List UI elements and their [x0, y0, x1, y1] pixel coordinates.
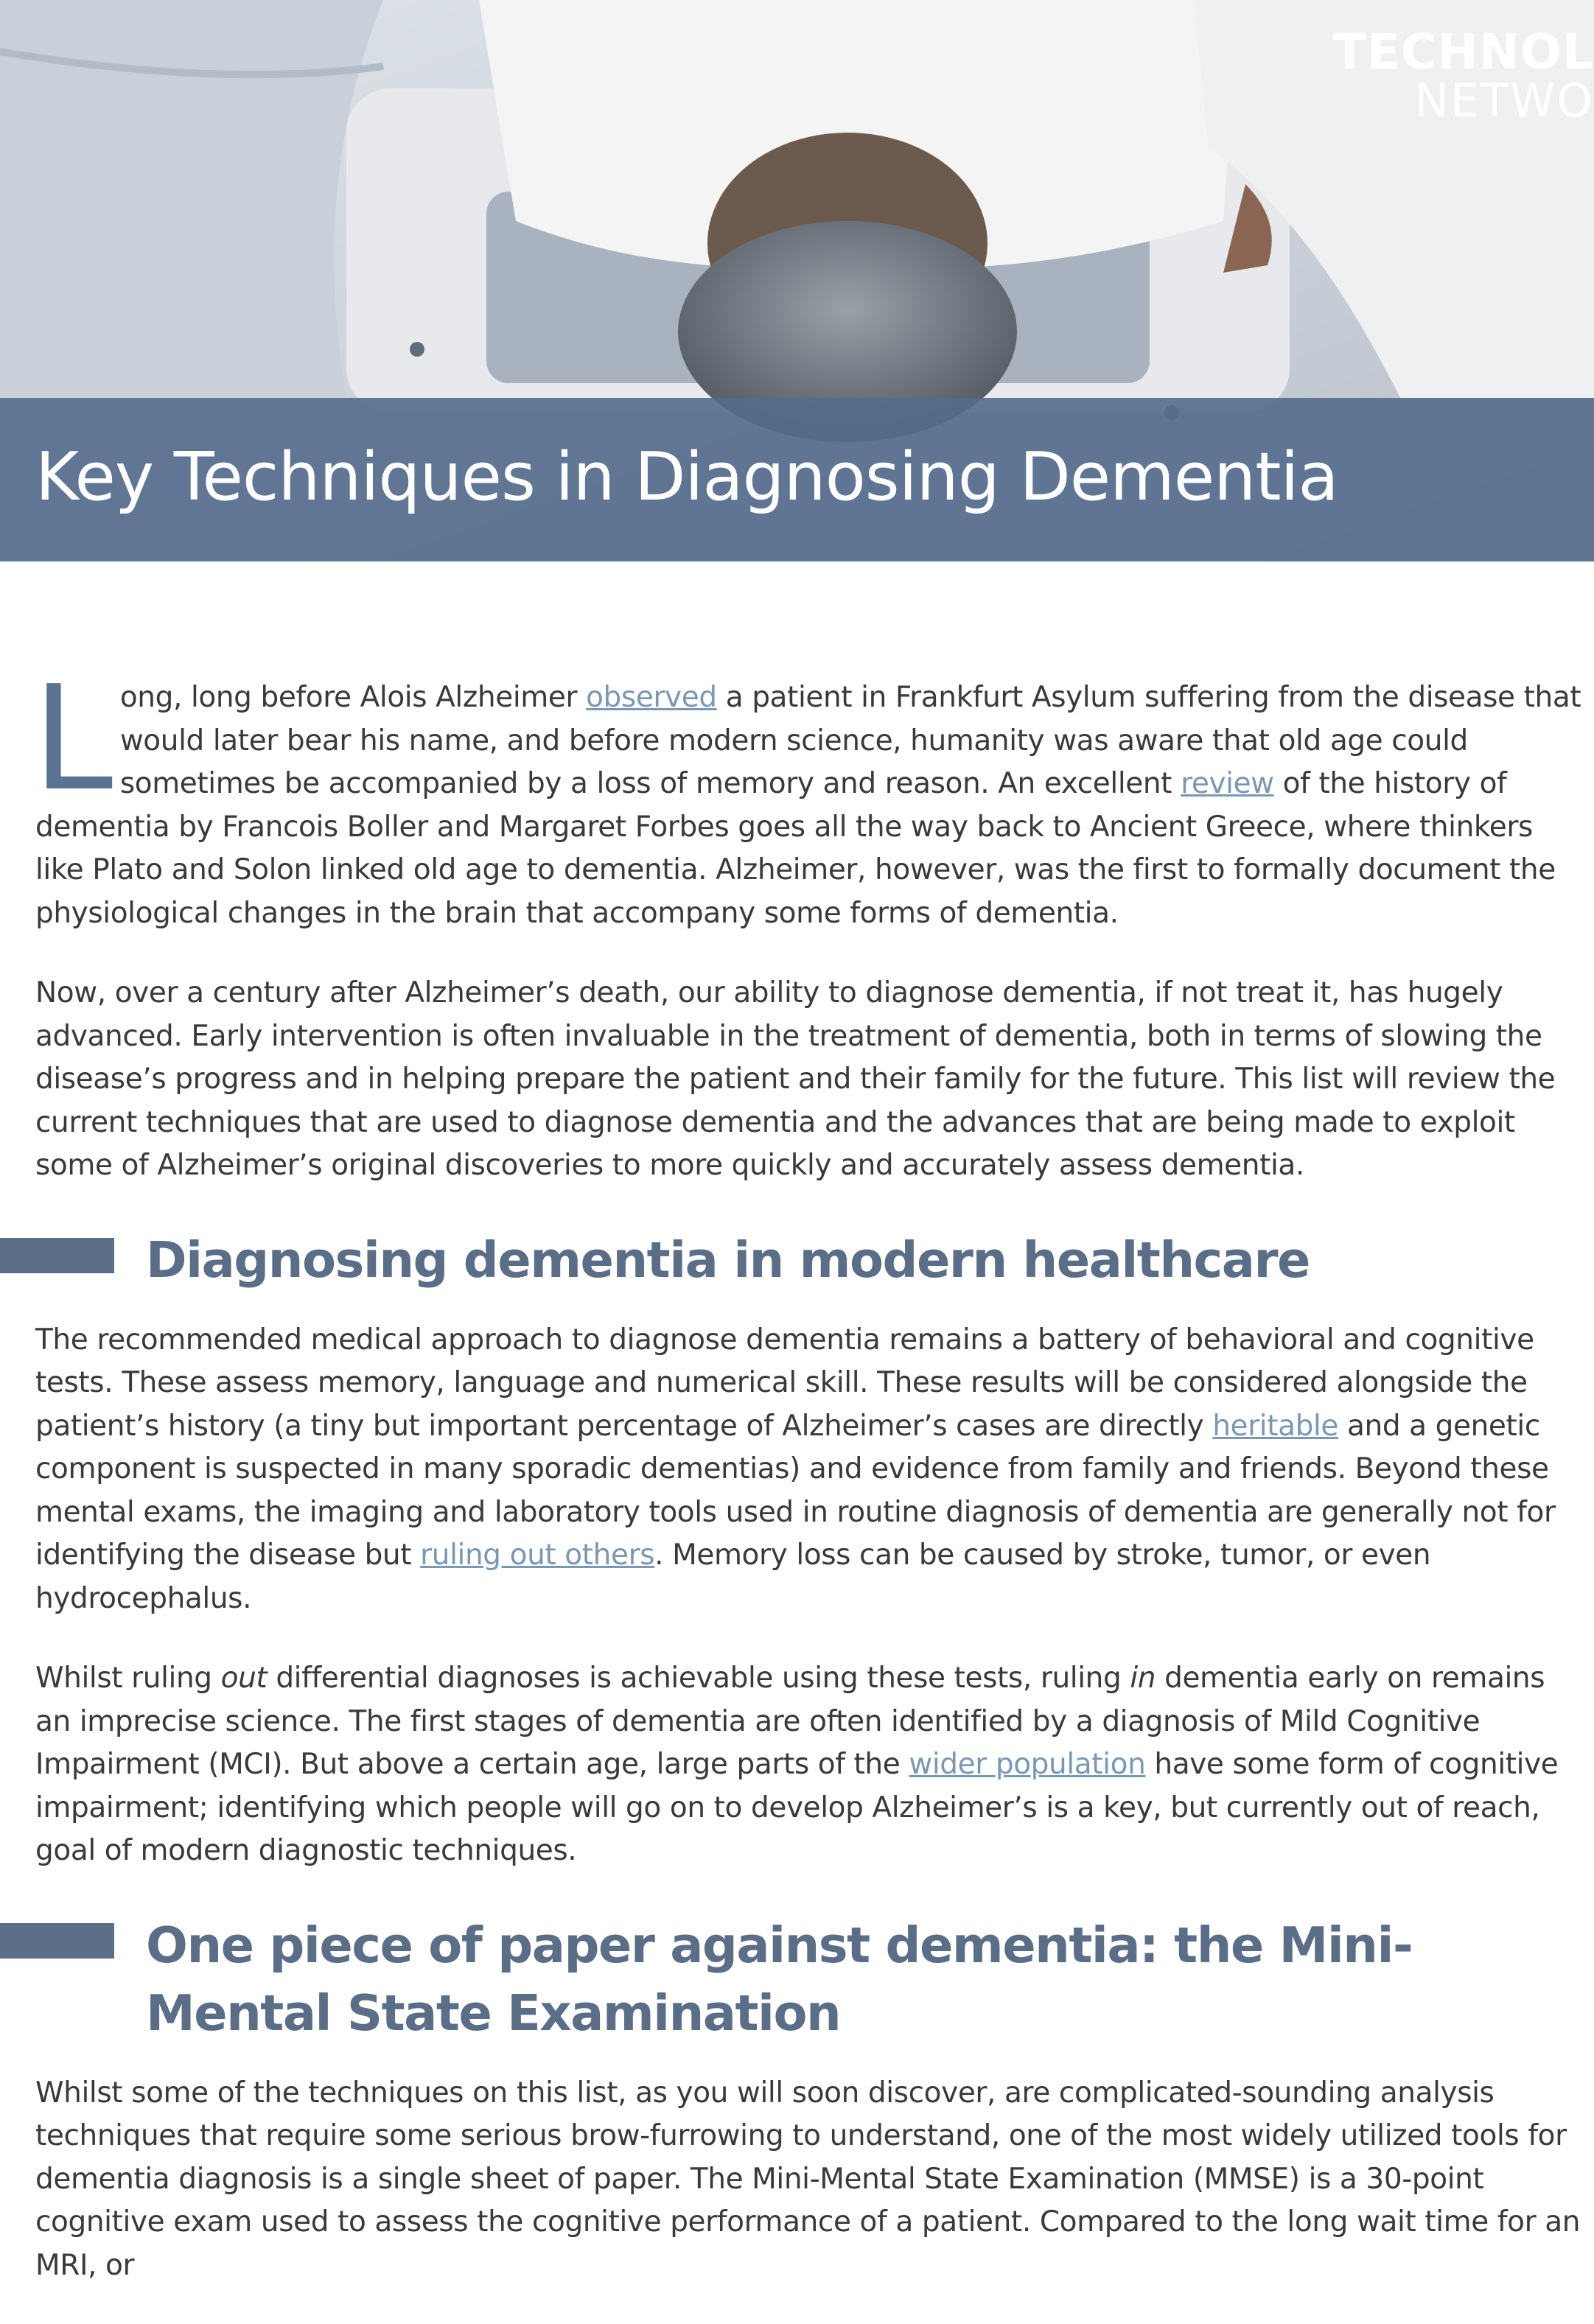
section-heading-modern-healthcare: [35, 1226, 1586, 1294]
wider-population-link[interactable]: wider population: [909, 1748, 1146, 1781]
page-title: Key Techniques in Diagnosing Dementia: [35, 438, 1338, 516]
review-link[interactable]: review: [1181, 767, 1274, 800]
section1-paragraph-2: Whilst ruling out differential diagnoses is achievable using these tests, ruling in dementia early on remains an imprecise science. The first stages of dementia are often identified by a diagnosis of Mild Cognitive Impairment (MCI). But above a certain age, large parts of the wider population have some form of cognitive impairment; identifying which people will go on to develop Alzheimer’s is a key, but currently out of reach, goal of modern diagnostic techniques.: [35, 1662, 1559, 1867]
section2-paragraph-1: Whilst some of the techniques on this list, as you will soon discover, are complicated-sounding analysis techniques that require some serious brow-furrowing to understand, one of the most widely utilized tools for dementia diagnosis is a single sheet of paper. The Mini-Mental State Examination (MMSE) is a 30-point cognitive exam used to assess the cognitive performance of a patient. Compared to the long wait time for an MRI, or: [35, 2076, 1581, 2282]
title-band: [0, 398, 1594, 561]
section-title: One piece of paper against dementia: the Mini-Mental State Examination: [146, 1916, 1413, 2042]
observed-link[interactable]: observed: [586, 681, 717, 714]
section1-paragraph-1: The recommended medical approach to diagnose dementia remains a battery of behavioral and cognitive tests. These assess memory, language and numerical skill. These results will be considered alongside the patient’s history (a tiny but important percentage of Alzheimer’s cases are directly heritable and a genetic component is suspected in many sporadic dementias) and evidence from family and friends. Beyond these mental exams, the imaging and laboratory tools used in routine diagnosis of dementia are generally not for identifying the disease but ruling out others. Memory loss can be caused by stroke, tumor, or even hydrocephalus.: [35, 1323, 1556, 1615]
intro-paragraph-1: Long, long before Alois Alzheimer observed a patient in Frankfurt Asylum suffering from the disease that would later bear his name, and before modern science, humanity was aware that old age could sometimes be accompanied by a loss of memory and reason. An excellent review of the history of dementia by Francois Boller and Margaret Forbes goes all the way back to Ancient Greece, where thinkers like Plato and Solon linked old age to dementia. Alzheimer, however, was the first to formally document the physiological changes in the brain that accompany some forms of dementia.: [32, 655, 1581, 930]
section-accent-bar: [0, 1238, 114, 1273]
section-title: Diagnosing dementia in modern healthcare: [146, 1231, 1310, 1289]
ruling-out-others-link[interactable]: ruling out others: [420, 1539, 655, 1572]
intro-paragraph-2: Now, over a century after Alzheimer’s death, our ability to diagnose dementia, if not treat it, has hugely advanced. Early intervention is often invaluable in the treatment of dementia, both in terms of slowing the disease’s progress and in helping prepare the patient and their family for the future. This list will review the current techniques that are used to diagnose dementia and the advances that are being made to exploit some of Alzheimer’s original discoveries to more quickly and accurately assess dementia.: [35, 976, 1556, 1182]
hero-image: [0, 0, 1594, 561]
article-body: [32, 655, 1586, 2324]
section-accent-bar: [0, 1923, 114, 1959]
logo-line-1: TECHNOL: [1332, 24, 1594, 80]
logo-line-2: NETWO: [1414, 74, 1594, 127]
heritable-link[interactable]: heritable: [1212, 1409, 1338, 1443]
section-heading-mmse: [35, 1911, 1586, 2047]
brand-logo: [1332, 24, 1594, 127]
drop-cap: L: [32, 655, 113, 823]
